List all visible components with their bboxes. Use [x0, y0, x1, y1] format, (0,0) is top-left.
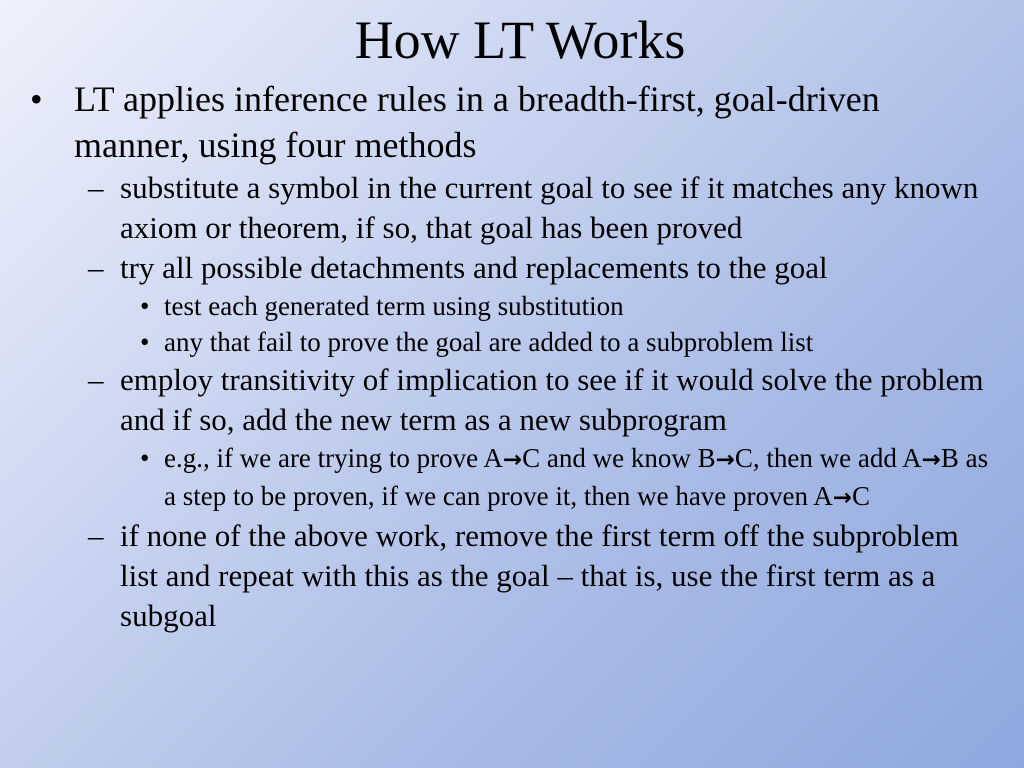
- example-text-1: e.g., if we are trying to prove A: [164, 443, 503, 473]
- method-2-sub-1: [0, 288, 1024, 324]
- bullet-marker: •: [30, 79, 43, 119]
- method-4: [0, 516, 1024, 636]
- sub-bullet-marker: •: [140, 291, 150, 321]
- sub-bullet-marker: •: [140, 443, 150, 473]
- right-arrow-icon: →: [715, 447, 735, 473]
- method-3-sub-1: [0, 440, 1024, 516]
- method-2-text: try all possible detachments and replacements to the goal: [120, 250, 828, 285]
- dash-marker: –: [88, 250, 104, 285]
- method-2-sub-2-text: any that fail to prove the goal are added to a subproblem list: [164, 327, 814, 357]
- example-text-3: C, then we add A: [734, 443, 922, 473]
- method-1-text: substitute a symbol in the current goal to see if it matches any known axiom or theorem, if so, that goal has been proved: [120, 170, 979, 245]
- bullet-main-text: LT applies inference rules in a breadth-first, goal-driven manner, using four methods: [74, 79, 880, 165]
- method-2: [0, 248, 1024, 288]
- right-arrow-icon: →: [921, 447, 941, 473]
- bullet-main: [0, 76, 1024, 168]
- right-arrow-icon: →: [502, 447, 523, 473]
- method-1: [0, 168, 1024, 248]
- example-text-5: C: [852, 481, 871, 511]
- slide-title: How LT Works: [354, 10, 686, 70]
- method-2-sub-1-text: test each generated term using substitution: [164, 291, 624, 321]
- method-3: [0, 360, 1024, 440]
- method-2-sub-2: [0, 324, 1024, 360]
- dash-marker: –: [88, 362, 104, 397]
- slide-content: [0, 76, 1024, 636]
- right-arrow-icon: →: [832, 485, 853, 511]
- sub-bullet-marker: •: [140, 327, 150, 357]
- method-4-text: if none of the above work, remove the first term off the subproblem list and repeat with this as the goal – that is, use the first term as a subgoal: [120, 518, 959, 633]
- method-3-text: employ transitivity of implication to see if it would solve the problem and if so, add the new term as a new subprogram: [120, 362, 984, 437]
- dash-marker: –: [88, 518, 104, 553]
- example-text-4: B as a step to be proven, if we can prove it, then we have proven A: [164, 443, 989, 511]
- example-text-2: C and we know B: [522, 443, 716, 473]
- dash-marker: –: [88, 170, 104, 205]
